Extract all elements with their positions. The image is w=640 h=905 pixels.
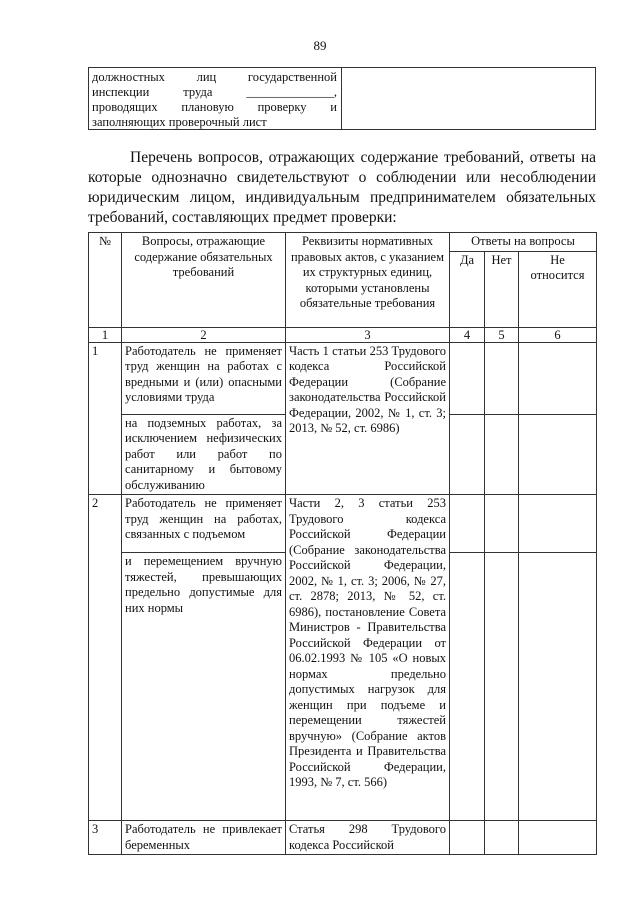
col-number: 4 xyxy=(450,327,485,342)
inspector-info-line: инспекции труда ______________, xyxy=(92,85,337,99)
box-divider xyxy=(341,68,342,129)
question-text: на подземных работах, за исключением нефизических работ или работ по санитарному и бытовому обслуживанию xyxy=(122,414,286,495)
answer-yes-cell[interactable] xyxy=(450,821,485,855)
row-number: 3 xyxy=(89,821,122,855)
requisites-text: Часть 1 статьи 253 Трудового кодекса Российской Федерации (Собрание законодательства Российской Федерации, 2002, № 1, ст. 3; 2013, № 52, ст. 6986) xyxy=(286,342,450,495)
requisites-text: Части 2, 3 статьи 253 Трудового кодекса Российской Федерации (Собрание законодательства Российской Федерации, 2002, № 1, ст. 3; 2006, № 27, ст. 2878; 2013, № 52, ст. 6986), постановление Совета Министров - Правительства Российской Федерации от 06.02.1993 № 105 «О новых нормах предельно допустимых нагрузок для женщин при подъеме и перемещении тяжестей вручную» (Собрание актов Президента и Правительства Российской Федерации, 1993, № 7, ст. 566) xyxy=(286,495,450,821)
answer-na-cell[interactable] xyxy=(519,414,597,495)
header-requisites: Реквизиты нормативных правовых актов, с указанием их структурных единиц, которыми установлены обязательные требования xyxy=(286,233,450,328)
inspector-info-line: должностных лиц государственной xyxy=(92,70,337,84)
row-number: 2 xyxy=(89,495,122,821)
answer-na-cell[interactable] xyxy=(519,495,597,553)
answer-no-cell[interactable] xyxy=(485,553,519,821)
col-number: 5 xyxy=(485,327,519,342)
col-number: 2 xyxy=(122,327,286,342)
col-number: 3 xyxy=(286,327,450,342)
answer-yes-cell[interactable] xyxy=(450,553,485,821)
inspector-info-text xyxy=(92,70,337,130)
header-questions: Вопросы, отражающие содержание обязательных требований xyxy=(122,233,286,328)
answer-no-cell[interactable] xyxy=(485,495,519,553)
answer-yes-cell[interactable] xyxy=(450,342,485,414)
col-number: 6 xyxy=(519,327,597,342)
inspector-info-line: проводящих плановую проверку и xyxy=(92,100,337,114)
answer-na-cell[interactable] xyxy=(519,342,597,414)
answer-yes-cell[interactable] xyxy=(450,495,485,553)
requisites-text: Статья 298 Трудового кодекса Российской xyxy=(286,821,450,855)
question-text: Работодатель не применяет труд женщин на работах с вредными и (или) опасными условиями труда xyxy=(122,342,286,414)
header-not-applicable: Не относится xyxy=(519,251,597,327)
answer-no-cell[interactable] xyxy=(485,342,519,414)
intro-paragraph: Перечень вопросов, отражающих содержание требований, ответы на которые однозначно свидетельствуют о соблюдении или несоблюдении юридическим лицом, индивидуальным предпринимателем обязательных требований, составляющих предмет проверки: xyxy=(88,149,596,226)
header-answers: Ответы на вопросы xyxy=(450,233,597,252)
checklist-table xyxy=(88,232,597,855)
answer-no-cell[interactable] xyxy=(485,414,519,495)
header-yes: Да xyxy=(450,251,485,327)
header-num: № xyxy=(89,233,122,328)
inspector-info-line: заполняющих проверочный лист xyxy=(92,115,267,129)
inspector-info-box xyxy=(88,67,596,130)
answer-na-cell[interactable] xyxy=(519,553,597,821)
page-number: 89 xyxy=(313,38,327,53)
question-text: Работодатель не применяет труд женщин на работах, связанных с подъемом xyxy=(122,495,286,553)
question-text: Работодатель не привлекает беременных xyxy=(122,821,286,855)
answer-no-cell[interactable] xyxy=(485,821,519,855)
answer-na-cell[interactable] xyxy=(519,821,597,855)
question-text: и перемещением вручную тяжестей, превышающих предельно допустимые для них нормы xyxy=(122,553,286,821)
col-number: 1 xyxy=(89,327,122,342)
answer-yes-cell[interactable] xyxy=(450,414,485,495)
header-no: Нет xyxy=(485,251,519,327)
row-number: 1 xyxy=(89,342,122,495)
